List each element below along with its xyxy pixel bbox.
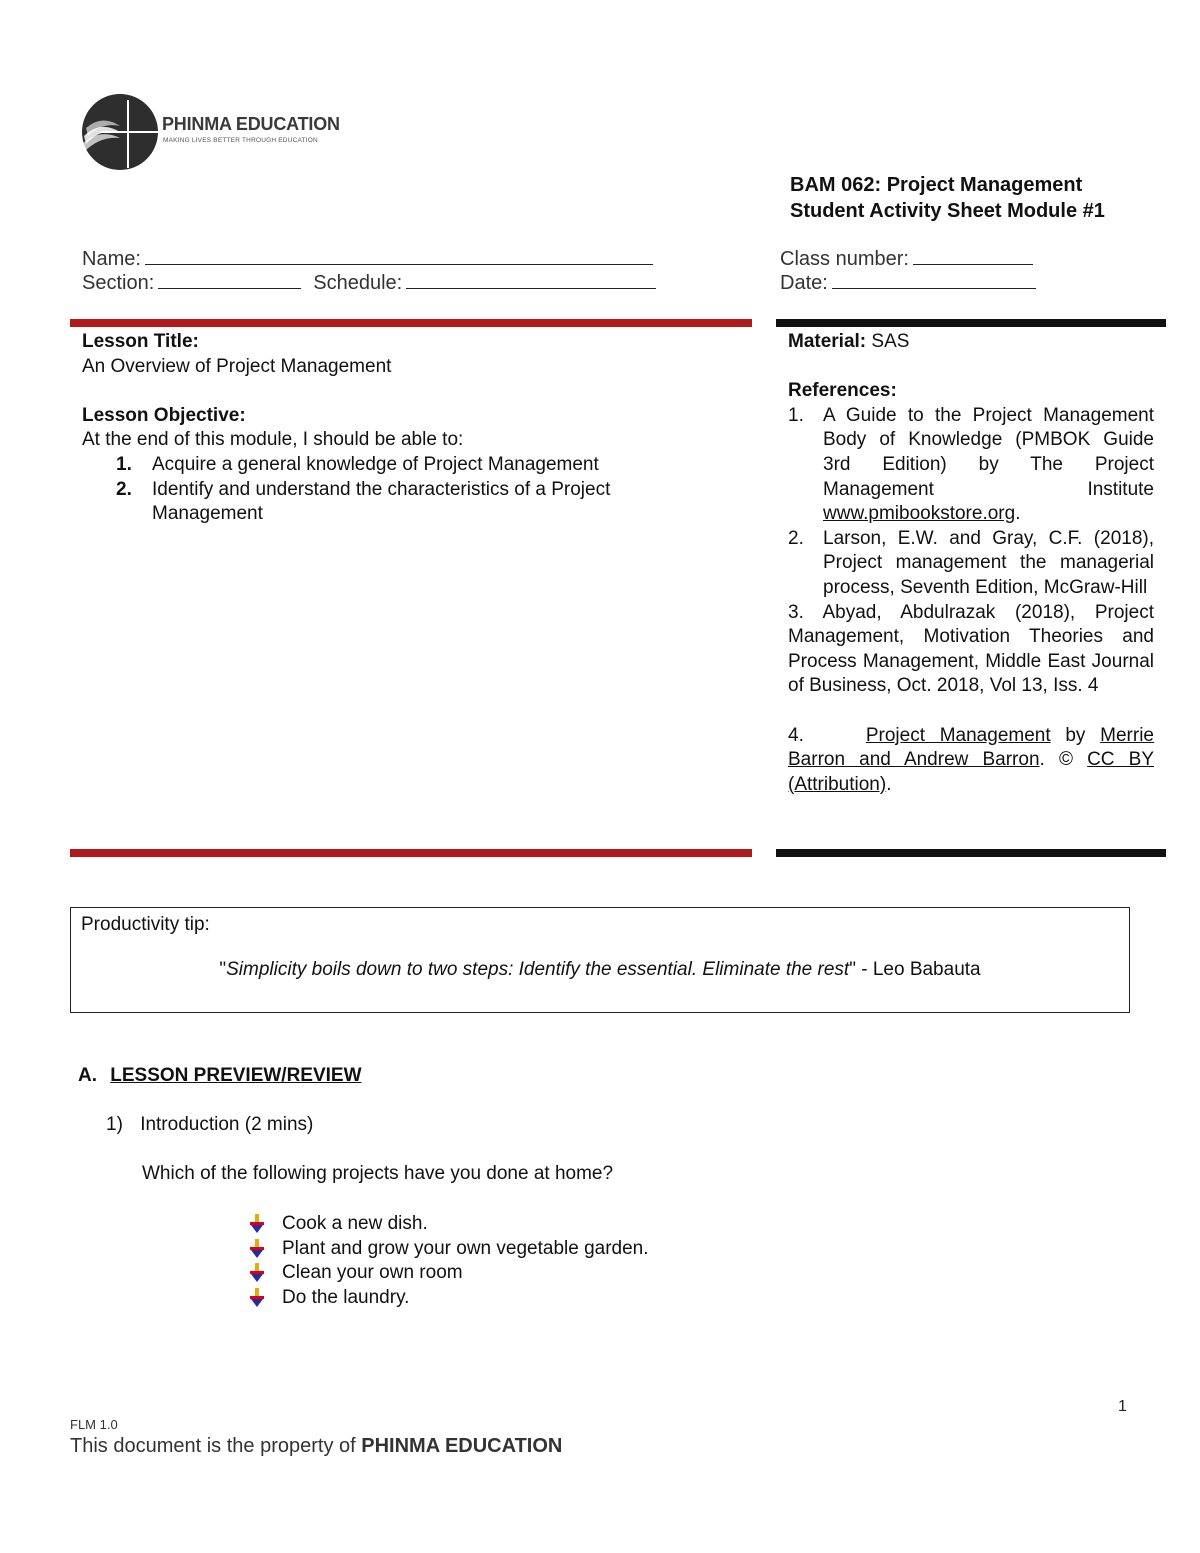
section-a-title: LESSON PREVIEW/REVIEW xyxy=(110,1065,362,1086)
lesson-objective-label: Lesson Objective: xyxy=(82,404,246,426)
lesson-title-label: Lesson Title: xyxy=(82,331,199,352)
list-item: Do the laundry. xyxy=(250,1286,649,1311)
reference-item-3: 3. Abyad, Abdulrazak (2018), Project Management, Motivation Theories and Process Management, Middle East Journal of Business, Oct. 2018, Vol 13, Iss. 4 xyxy=(788,601,1154,697)
class-number-field[interactable] xyxy=(913,246,1033,265)
property-owner: PHINMA EDUCATION xyxy=(361,1435,563,1457)
material-line: Material: SAS xyxy=(788,331,910,352)
name-label: Name: xyxy=(82,248,141,270)
lesson-title: An Overview of Project Management xyxy=(82,355,392,377)
productivity-tip-box xyxy=(70,907,1130,1013)
reference-item-4: 4. Project Management by Merrie Barron and Andrew Barron. © CC BY (Attribution). xyxy=(788,724,1154,795)
pmibookstore-link[interactable]: www.pmibookstore.org xyxy=(823,503,1016,525)
authors-link[interactable]: Merrie Barron and Andrew Barron xyxy=(788,724,1154,771)
project-management-link[interactable]: Project Management xyxy=(865,724,1051,746)
course-title: BAM 062: Project Management xyxy=(790,174,1083,196)
tip-author: - Leo Babauta xyxy=(855,959,981,980)
arrow-down-bullet-icon xyxy=(250,1263,264,1283)
reference-item-2: 2. Larson, E.W. and Gray, C.F. (2018), Project management the managerial process, Seventh Edition, McGraw-Hill xyxy=(788,527,1154,598)
date-field[interactable] xyxy=(832,270,1036,289)
section-field[interactable] xyxy=(158,270,301,289)
lesson-column xyxy=(82,330,722,527)
tip-quote: Simplicity boils down to two steps: Identify the essential. Eliminate the rest xyxy=(226,959,850,980)
bottom-black-rule xyxy=(776,849,1166,857)
arrow-down-bullet-icon xyxy=(250,1214,264,1234)
intro-number: 1) xyxy=(106,1114,123,1135)
tip-quote-line: "Simplicity boils down to two steps: Identify the essential. Eliminate the rest" - Leo Babauta xyxy=(219,959,981,980)
list-item: Cook a new dish. xyxy=(250,1212,649,1237)
name-field[interactable] xyxy=(145,246,653,265)
section-a-letter: A. xyxy=(78,1065,97,1086)
top-black-rule xyxy=(776,319,1166,327)
top-red-rule xyxy=(70,319,752,327)
class-number-label: Class number: xyxy=(780,248,909,270)
schedule-label: Schedule: xyxy=(313,272,403,294)
intro-title: Introduction (2 mins) xyxy=(140,1114,314,1135)
list-item: Plant and grow your own vegetable garden. xyxy=(250,1237,649,1262)
section-a-heading xyxy=(78,1064,362,1089)
tip-label: Productivity tip: xyxy=(81,914,210,935)
property-notice: This document is the property of PHINMA EDUCATION xyxy=(70,1435,563,1457)
reference-item-1: 1. A Guide to the Project Management Body of Knowledge (PMBOK Guide 3rd Edition) by The Project Management Institute www.pmibookstore.org. xyxy=(788,404,1154,525)
arrow-down-bullet-icon xyxy=(250,1288,264,1308)
objective-item: 2. Identify and understand the characteristics of a Project Management xyxy=(116,478,611,525)
date-label: Date: xyxy=(780,272,828,294)
sheet-title: Student Activity Sheet Module #1 xyxy=(790,200,1105,222)
date-field-row xyxy=(780,270,1036,296)
arrow-down-bullet-icon xyxy=(250,1239,264,1259)
projects-list xyxy=(250,1212,649,1310)
license-link[interactable]: CC BY (Attribution) xyxy=(788,749,1154,795)
lesson-objective-intro: At the end of this module, I should be able to: xyxy=(82,429,464,451)
schedule-field[interactable] xyxy=(406,270,656,289)
intro-question: Which of the following projects have you done at home? xyxy=(142,1163,614,1184)
list-item: Clean your own room xyxy=(250,1261,649,1286)
section-label: Section: xyxy=(82,272,155,294)
material-column xyxy=(788,330,1154,797)
page-number: 1 xyxy=(1118,1398,1127,1415)
section-field-row xyxy=(82,270,656,296)
logo-brand: PHINMA EDUCATION xyxy=(162,114,340,134)
objective-item: 1. Acquire a general knowledge of Project Management xyxy=(116,453,599,475)
references-label: References: xyxy=(788,380,897,402)
intro-heading xyxy=(106,1113,313,1138)
logo-tagline: MAKING LIVES BETTER THROUGH EDUCATION xyxy=(163,137,318,144)
phinma-logo xyxy=(80,92,340,172)
flm-version: FLM 1.0 xyxy=(70,1417,118,1432)
phinma-book-globe-logo-icon xyxy=(80,92,158,172)
objectives-list xyxy=(82,453,722,527)
bottom-red-rule xyxy=(70,849,752,857)
class-number-field-row xyxy=(780,246,1033,272)
name-field-row xyxy=(82,246,653,272)
